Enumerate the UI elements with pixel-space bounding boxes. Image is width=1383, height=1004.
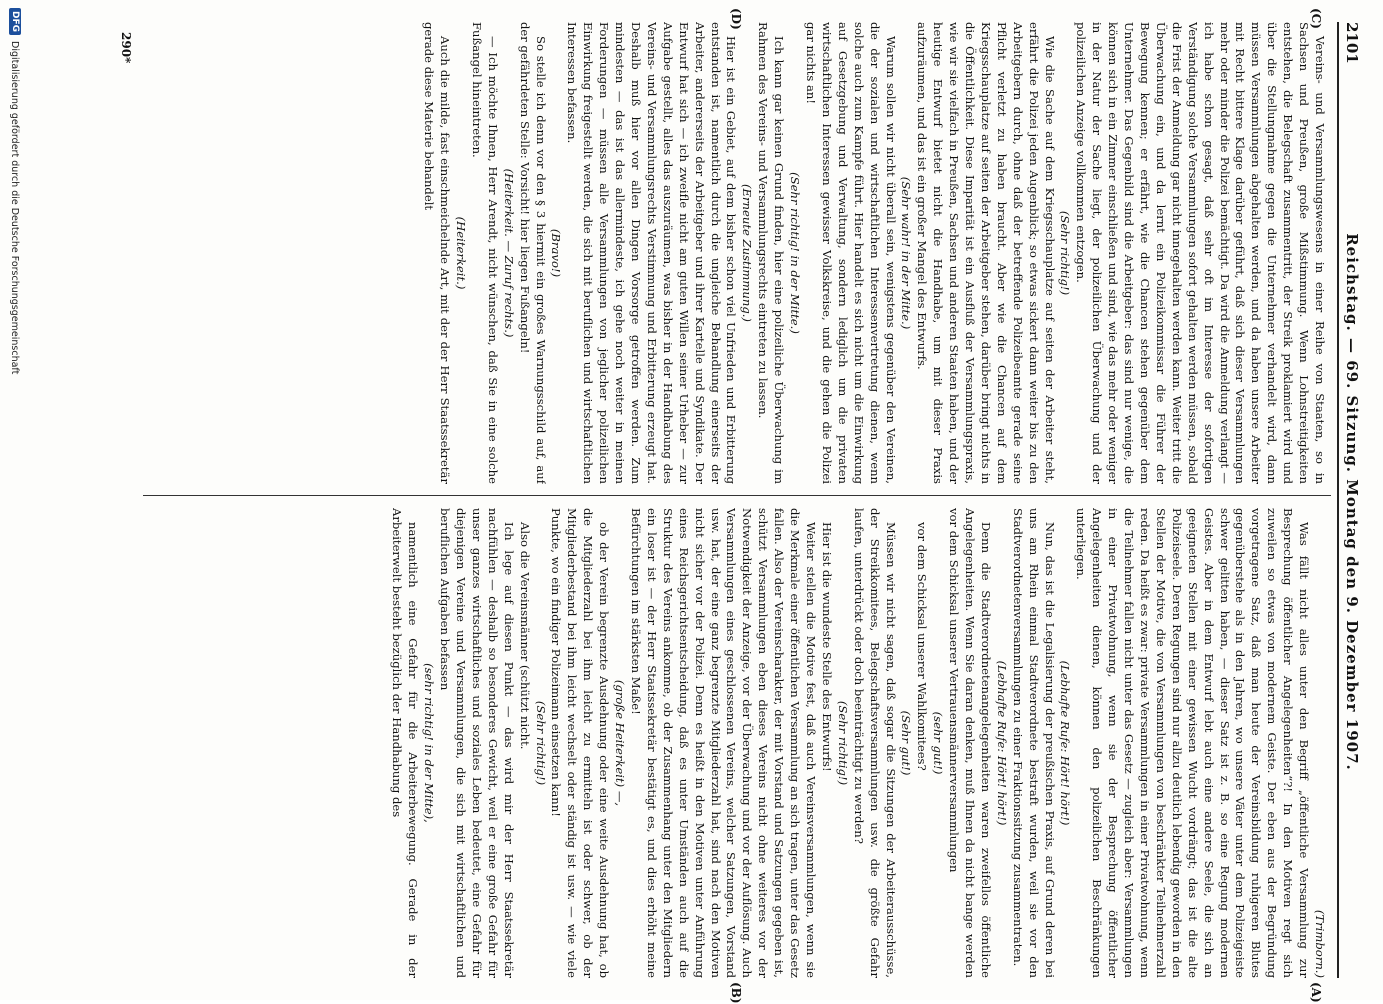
digitization-footer: [7, 8, 23, 988]
paragraph: Warum sollen wir nicht überall sein, wenigstens gegenüber den Vereinen, die der sozialen und wirtschaftlichen Interessenvertretung dienen, wenn solche auch zum Kampfe führt. Hier handelt es sich nicht um die Einwirkung auf Gesetzgebung und Verwaltung, sondern lediglich um die privaten wirtschaftlichen Interessen gewisser Volkskreise, und die gehen die Polizei gar nichts an!: [804, 22, 898, 484]
printer-signature: 290*: [119, 32, 133, 64]
interjection: (sehr gut!): [931, 711, 946, 775]
paragraph: So stelle ich denn vor den § 3 hiermit ein großes Warnungsschild auf, auf der gefährdeten Stelle: Vorsicht! hier liegen Fußangeln!: [517, 22, 548, 484]
paragraph: namentlich eine Gefahr für die Arbeiterbewegung. Gerade in der Arbeiterwelt besteht bezüglich der Handhabung des: [390, 508, 421, 978]
dfg-logo: DFG: [9, 8, 21, 35]
interjection: (Sehr wahr! in der Mitte.): [899, 176, 914, 330]
column-left: [117, 508, 1327, 978]
interjection: (Lebhafte Rufe: Hört! hört!): [994, 660, 1009, 826]
paragraph: — Ich möchte Ihnen, Herr Arendt, nicht wünschen, daß Sie in eine solche Fußangel hineintreten.: [469, 22, 500, 484]
paragraph: Nun, das ist die Legalisierung der preußischen Praxis, auf Grund deren bei uns am Rhein einmal Stadtverordnete bestraft wurden, weil sie vor den Stadtverordnetenversammlungen zu einer Fraktionssitzung zusammentraten.: [1010, 508, 1057, 978]
margin-mark-c: (C): [1309, 8, 1323, 29]
interjection: (Heiterkeit.): [454, 216, 469, 290]
margin-mark-b: (B): [729, 982, 743, 1004]
interjection: (Sehr richtig!): [1058, 210, 1073, 296]
paragraph: Ich lege auf diesen Punkt — das wird mir der Herr Staatssekretär nachfühlen — deshalb so besonderes Gewicht, weil er eine große Gefahr für unser ganzes wirtschaftliches und soziales Leben bedeutet, eine Gefahr für diejenigen Vereine und Versammlungen, die sich mit wirtschaftlichen und beruflichen Aufgaben befassen: [438, 508, 516, 978]
paragraph: Weiter stellen die Motive fest, daß auch Vereinsversammlungen, wenn sie die Merkmale einer öffentlichen Versammlung an sich tragen, unter das Gesetz fallen. Also der Vereinscharakter, der mit Vorstand und Satzungen gegeben ist, schützt Versammlungen eben dieses Vereins nicht ohne weiteres vor der Notwendigkeit der Anzeige, vor der Überwachung und vor der Auflösung. Auch Versammlungen eines geschlossenen Vereins, welcher Satzungen, Vorstand usw. hat, der eine ganz begrenzte Mitgliederzahl hat, sind nach den Motiven nicht sicher vor der Polizei. Denn es heißt in den Motiven unter Anführung eines Reichsgerichtsentscheidung, daß es unter Umständen auch auf die Struktur des Vereins ankomme, ob der Zusammenhang unter den Mitgliedern ein loser ist — der Herr Staatssekretär bestätigt es, und dies erhöht meine Befürchtungen im stärksten Maße!: [629, 508, 818, 978]
interjection: (Sehr richtig!): [533, 700, 548, 786]
paragraph: Hier ist ein Gebiet, auf dem bisher schon viel Unfrieden und Erbitterung entstanden ist, namentlich durch die ungleiche Behandlung einerseits der Arbeiter, andererseits der Arbeitgeber und ihrer Kartelle und Syndikate. Der Entwurf hat sich — ich zweifle nicht am guten Willen seiner Urheber — zur Aufgabe gestellt, alles das auszuräumen, was bisher in der Handhabung des Vereins- und Versammlungsrechts Verstimmung und Erbitterung erzeugt hat. Deshalb muß hier vor allen Dingen Vorsorge getroffen werden. Zum mindesten — das ist das allermindeste, ich gehe noch weiter in meinen Forderungen — müssen alle Versammlungen von jeglicher polizeilichen Einwirkung freigestellt werden, die sich mit beruflichen und wirtschaftlichen Interessen befassen.: [565, 22, 739, 484]
interjection: (große Heiterkeit) —,: [613, 679, 628, 807]
page-header: [1339, 22, 1365, 972]
interjection: (Lebhafte Rufe: Hört! hört!): [1058, 660, 1073, 826]
paragraph: Auch die milde, fast einschmeichelnde Art, mit der der Herr Staatssekretär gerade diese Materie behandelt: [422, 22, 453, 484]
interjection: (Sehr richtig!): [835, 700, 850, 786]
interjection: (Sehr gut!): [899, 710, 914, 776]
interjection: (Erneute Zustimmung.): [740, 184, 755, 322]
paragraph: ob der Verein begrenzte Ausdehnung oder eine weite Ausdehnung hat, ob die Mitgliederzahl bei ihm leicht zu ermitteln ist oder schwer, ob der Mitgliederbestand bei ihm leicht wechselt oder ständig ist usw. — wie viele Punkte, wo ein findiger Polizeimann einsetzen kann!: [549, 508, 612, 978]
digitization-notice: Digitalisierung gefördert durch die Deutsche Forschungsgemeinschaft: [9, 41, 21, 375]
paragraph: Hier ist die wundeste Stelle des Entwurfs!: [819, 522, 834, 772]
paragraph: Was fällt nicht alles unter den Begriff „öffentliche Versammlung zur Besprechung öffentlicher Angelegenheiten“?! In den Motiven regt sich zuweilen so etwas von modernem Geiste. Der eben aus der Begründung vorgetragene Satz, daß man heute der Vereinsbildung ruhigeren Blutes gegenüberstehe als in den Jahren, wo unsere Väter unter dem Polizeigeiste schwer gelitten haben, — dieser Satz ist z. B. so eine Regung modernen Geistes. Aber in dem Entwurf lebt auch eine andere Seele, die sich an geeigneten Stellen mit einer gewissen Wucht vordrängt; das ist die alte Polizeiseele. Deren Regungen sind nur allzu deutlich lebendig geworden in den Stellen der Motive, die von Versammlungen von beschränkter Teilnehmerzahl reden. Da heißt es zwar: private Versammlungen in einer Privatwohnung, wenn die Teilnehmer fallen nicht unter das Gesetz — zugleich aber: Versammlungen in einer Privatwohnung, wenn sie der Besprechung öffentlicher Angelegenheiten dienen, können den polizeilichen Beschränkungen unterliegen.: [1074, 508, 1312, 978]
paragraph: Wie die Sache auf dem Kriegsschauplatze auf seiten der Arbeiter steht, erfährt die Polizei jeden Augenblick; so etwas sickert dann weiter bis zu den Arbeitgebern durch, ohne daß der betreffende Polizeibeamte gerade seine Pflicht verletzt zu haben braucht. Aber wie die Chancen auf dem Kriegsschauplatze auf seiten der Arbeitgeber stehen, darüber bringt nichts in die Öffentlichkeit. Diese Imparität ist ein Ausfluß der Versammlungspraxis, wie wir sie vielfach in Preußen, Sachsen und anderen Staaten haben, und der heutige Entwurf bietet nicht die Handhabe, um mit dieser Praxis aufzuräumen, und das ist ein großer Mangel des Entwurfs.: [915, 22, 1057, 484]
paragraph: Also die Vereinsmänner (schützt nicht.: [517, 522, 532, 750]
margin-mark-a: (A): [1309, 982, 1323, 1003]
paragraph: Müssen wir nicht sagen, daß sogar die Sitzungen der Arbeiterausschüsse, der Streikkomitees, Belegschaftsversammlungen usw. die größte Gefahr laufen, unterdrückt oder doch beeinträchtigt zu werden?: [851, 508, 898, 978]
interjection: (sehr richtig! in der Mitte),: [422, 663, 437, 823]
page-number: 2101: [1343, 22, 1361, 64]
column-divider: [143, 495, 1331, 496]
interjection: (Bravo!): [549, 228, 564, 278]
paragraph: vor dem Schicksal unserer Wahlkomitees?: [915, 522, 930, 771]
interjection: (Sehr richtig! in der Mitte.): [788, 172, 803, 334]
column-right: [117, 22, 1327, 484]
header-rule: [1337, 22, 1339, 978]
speaker-name: (Trimborn.): [1313, 909, 1327, 978]
paragraph: Denn die Stadtverordnetenangelegenheiten waren zweifellos öffentliche Angelegenheiten. Wenn Sie daran denken, muß Ihnen da nicht bange werden vor dem Schicksal unserer Vertrauensmännerversammlungen: [947, 508, 993, 978]
margin-mark-d: (D): [729, 8, 743, 30]
paragraph: Vereins- und Versammlungswesens in einer Reihe von Staaten, so in Sachsen und Preußen, große Mißstimmung. Wenn Lohnstreitigkeiten entstehen, die Belegschaft zusammentritt, der Streik proklamiert wird und über die Stellungnahme gegen die Unternehmer verhandelt wird, dann müssen Versammlungen abgehalten werden, und da haben unsere Arbeiter mit Recht bittere Klage darüber geführt, daß sich dieser Versammlungen mehr oder minder die Polizei bemächtigt. Da wird die Anmeldung verlangt — ich habe schon gesagt, daß sehr oft im Interesse der sofortigen Verständigung solche Versammlungen sofort gehalten werden müssen, sobald die Frist der Anmeldung gar nicht innegehalten werden kann. Weiter tritt die Überwachung ein, und da lernt ein Polizeikommissar die Führer der Bewegung kennen; er erfährt, wie die Chancen stehen gegenüber dem Unternehmer. Das Gegenbild sind die Arbeitgeber: das sind nur wenige, die können sich in ein Zimmer einschließen und sind, wie das mehr oder weniger in der Natur der Sache liegt, der polizeilichen Überwachung und der polizeilichen Anzeige vollkommen entzogen.: [1074, 22, 1327, 484]
interjection: (Heiterkeit. — Zuruf rechts.): [501, 168, 516, 338]
paragraph: Ich kann gar keinen Grund finden, hier eine polizeiliche Überwachung im Rahmen des Vereins- und Versammlungsrechts eintreten zu lassen.: [756, 22, 787, 484]
page-title: Reichstag. — 69. Sitzung. Montag den 9. Dezember 1907.: [1343, 233, 1361, 771]
